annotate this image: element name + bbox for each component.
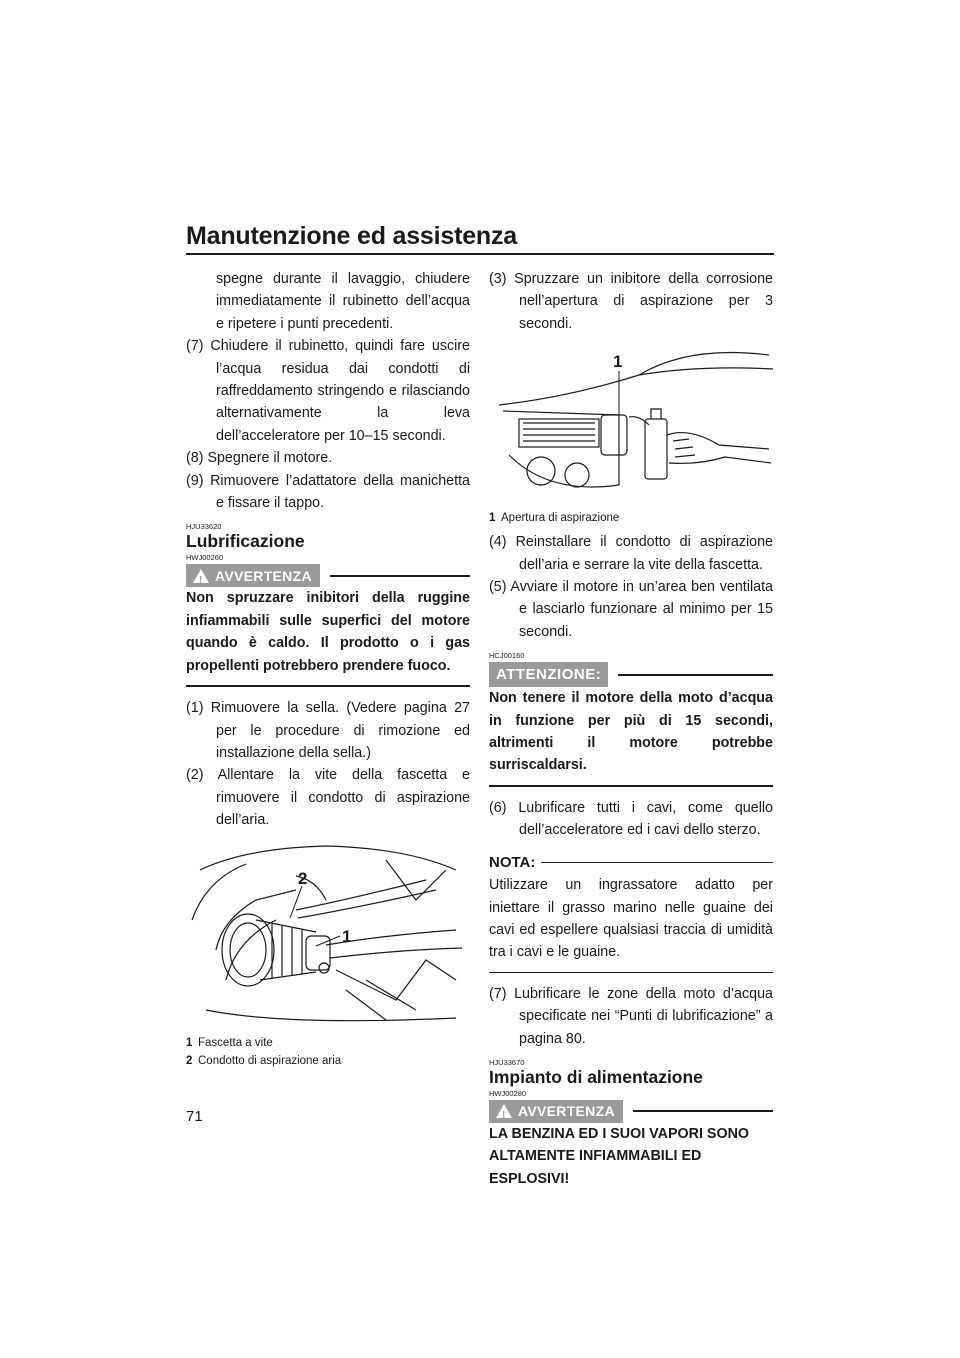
spray-illustration <box>489 345 773 505</box>
nota-end-rule <box>489 972 773 973</box>
page-title: Manutenzione ed assistenza <box>186 222 517 250</box>
right-column <box>489 268 773 1190</box>
step-8: (8) Spegnere il motore. <box>186 450 333 467</box>
section-code: HJU33670 <box>489 1057 525 1067</box>
intake-duct-figure <box>186 840 470 1070</box>
figure-callout-1: 1 <box>613 352 623 372</box>
step-7-right: (7) Lubrificare le zone della moto d’acqua specificate nei “Punti di lubrificazione” a pagina 80. <box>489 985 773 1047</box>
step-4: (4) Reinstallare il condotto di aspirazione dell’aria e serrare la vite della fascetta. <box>489 534 773 573</box>
warning-badge <box>186 564 320 587</box>
intake-duct-illustration <box>186 840 470 1030</box>
caution-badge: ATTENZIONE: <box>489 662 608 687</box>
figure-caption-2 <box>186 1052 470 1070</box>
nota-rule <box>541 862 773 863</box>
warning-icon <box>193 569 209 583</box>
nota-header <box>489 852 773 874</box>
step-5: (5) Avviare il motore in un’area ben ventilata e lasciarlo funzionare al minimo per 15 secondi. <box>489 579 773 640</box>
warning-code: HWJ00260 <box>186 553 224 563</box>
caution-header <box>489 662 773 687</box>
step-2: (2) Allentare la vite della fascetta e rimuovere il condotto di aspirazione dell’aria. <box>186 767 470 829</box>
title-rule <box>186 253 774 255</box>
nota-text: Utilizzare un ingrassatore adatto per iniettare il grasso marino nelle guaine dei cavi ed espellere qualsiasi traccia di umidità tra i cavi e le guaine. <box>489 877 773 961</box>
figure-caption <box>489 509 773 527</box>
figure-callout-2: 2 <box>298 868 308 888</box>
page-number: 71 <box>186 1108 203 1125</box>
section-heading-lubrificazione: Lubrificazione <box>186 531 305 552</box>
caution-text: Non tenere il motore della moto d’acqua in funzione per più di 15 secondi, altrimenti il motore potrebbe surriscaldarsi. <box>489 690 773 774</box>
section-code: HJU33620 <box>186 522 222 532</box>
warning-label: AVVERTENZA <box>215 567 312 584</box>
caption-number: 2 <box>186 1054 193 1067</box>
step-6: (6) Lubrificare tutti i cavi, come quello dell’acceleratore ed i cavi dello sterzo. <box>489 799 773 839</box>
caption-text: Condotto di aspirazione aria <box>198 1054 342 1067</box>
section-heading-impianto: Impianto di alimentazione <box>489 1066 703 1087</box>
warning-rule <box>330 575 470 577</box>
spray-figure <box>489 345 773 527</box>
caution-end-rule <box>489 785 773 787</box>
caption-text: Fascetta a vite <box>198 1036 273 1049</box>
caution-code: HCJ00160 <box>489 651 525 661</box>
figure-caption-1 <box>186 1034 470 1052</box>
warning-label: AVVERTENZA <box>518 1103 615 1120</box>
warning-header <box>489 1100 773 1123</box>
warning-end-rule <box>186 685 470 687</box>
warning-header <box>186 564 470 587</box>
step-9: (9) Rimuovere l’adattatore della manichetta e fissare il tappo. <box>186 472 470 512</box>
caption-text: Apertura di aspirazione <box>501 512 620 525</box>
caution-rule <box>618 674 773 676</box>
warning-text: Non spruzzare inibitori della ruggine infiammabili sulle superfici del motore quando è caldo. Il prodotto o i gas propellenti potrebbero prendere fuoco. <box>186 590 470 674</box>
warning-rule <box>633 1110 773 1112</box>
step-1: (1) Rimuovere la sella. (Vedere pagina 27 per le procedure di rimozione ed installazione della sella.) <box>186 700 470 761</box>
left-column <box>186 268 470 1070</box>
caption-number: 1 <box>186 1036 193 1049</box>
step-7-left: (7) Chiudere il rubinetto, quindi fare uscire l’acqua residua dai condotti di raffreddamento stringendo e rilasciando alternativamente la leva dell’acceleratore per 10–15 secondi. <box>186 338 470 444</box>
continuation-text: spegne durante il lavaggio, chiudere immediatamente il rubinetto dell’acqua e ripetere i punti precedenti. <box>216 271 470 332</box>
warning-code: HWJ00280 <box>489 1088 527 1098</box>
step-3: (3) Spruzzare un inibitore della corrosione nell’apertura di aspirazione per 3 secondi. <box>489 271 773 332</box>
nota-label: NOTA: <box>489 853 536 871</box>
caption-number: 1 <box>489 512 496 525</box>
warning-badge <box>489 1100 623 1123</box>
warning-icon <box>496 1104 512 1118</box>
warning-text: LA BENZINA ED I SUOI VAPORI SONO ALTAMENTE INFIAMMABILI ED ESPLOSIVI! <box>489 1125 750 1187</box>
figure-callout-1: 1 <box>342 926 352 946</box>
